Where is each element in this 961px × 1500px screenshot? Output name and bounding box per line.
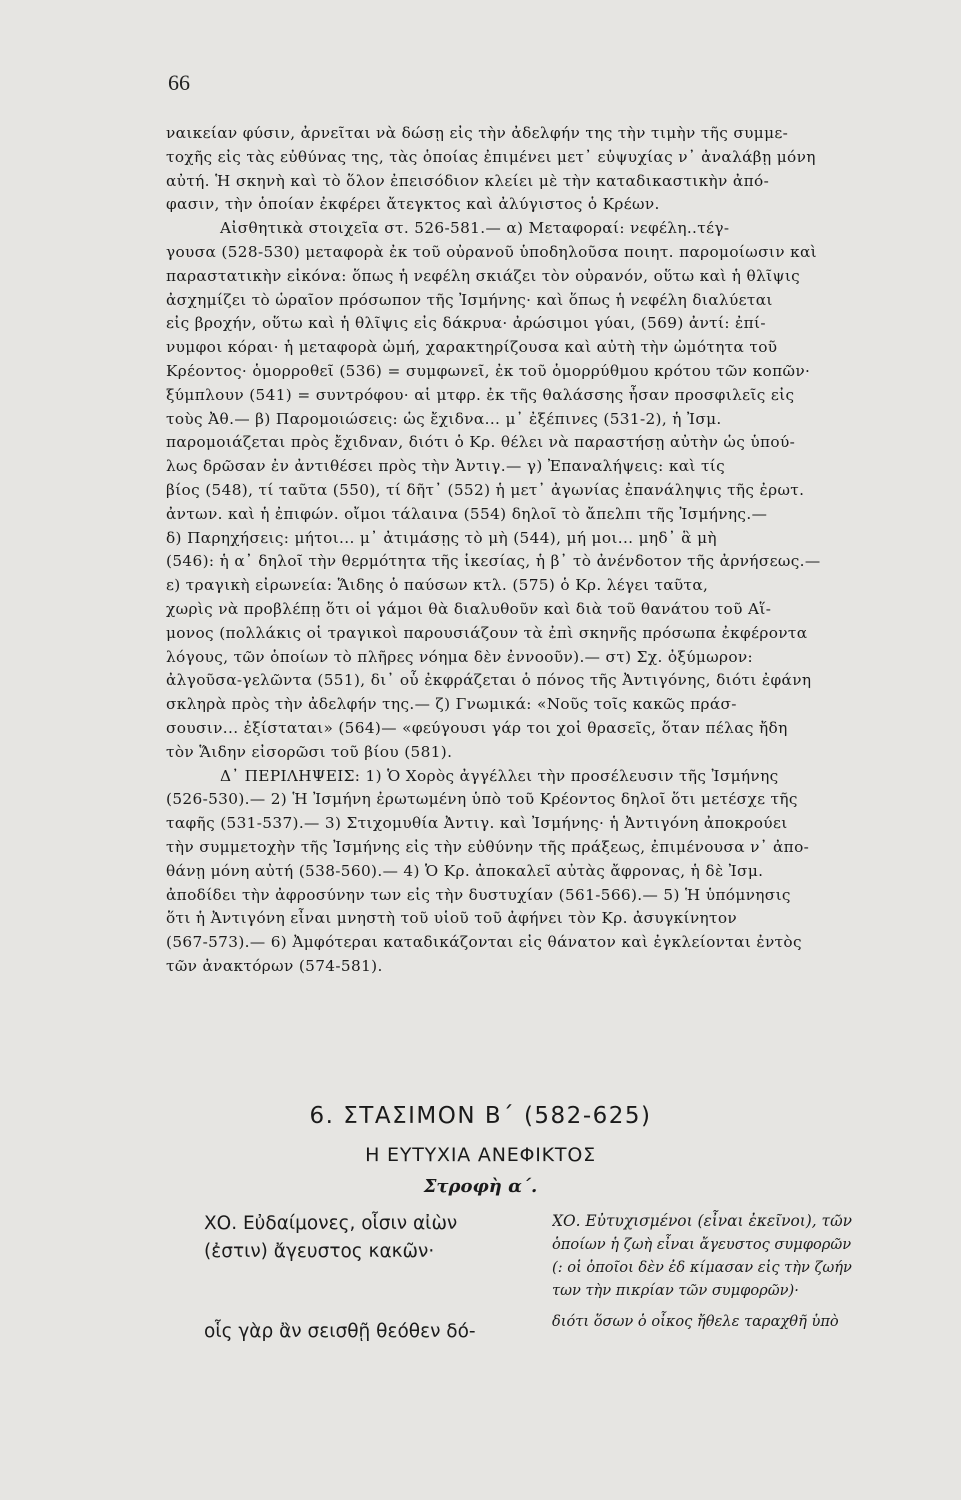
text-line: τὸν Ἅιδην εἰσορῶσι τοῦ βίου (581).	[166, 742, 453, 761]
text-line: (567-573).— 6) Ἀμφότεραι καταδικάζονται εἰς θάνατον καὶ ἐγκλείονται ἐντὸς	[166, 933, 802, 952]
text-line: παραστατικὴν εἰκόνα: ὅπως ἡ νεφέλη σκιάζει τὸν οὐρανόν, οὕτω καὶ ἡ θλῖψις	[166, 266, 801, 285]
verse-line: ΧΟ. Εὐδαίμονες, οἷσιν αἰὼν	[204, 1213, 458, 1234]
page-number: 66	[168, 70, 190, 95]
text-line: νυμφοι κόραι· ἡ μεταφορὰ ὠμή, χαρακτηρίζουσα καὶ αὐτὴ τὴν ὠμότητα τοῦ	[166, 338, 778, 357]
text-line: δ) Παρηχήσεις: μήτοι... μ᾽ ἀτιμάσῃς τὸ μὴ (544), μή μοι... μηδ᾽ ἃ μὴ	[166, 528, 717, 547]
section-title: 6. ΣΤΑΣΙΜΟΝ Β΄ (582-625)	[309, 1103, 652, 1129]
section-subtitle: Η ΕΥΤΥΧΙΑ ΑΝΕΦΙΚΤΟΣ	[365, 1144, 596, 1166]
text-line: βίος (548), τί ταῦτα (550), τί δῆτ᾽ (552) ἡ μετ᾽ ἀγωνίας ἐπανάληψις τῆς ἐρωτ.	[166, 480, 805, 499]
text-line: τῶν ἀνακτόρων (574-581).	[166, 956, 383, 975]
translation-column	[552, 1210, 932, 1333]
translation-line: ΧΟ. Εὐτυχισμένοι (εἶναι ἐκεῖνοι), τῶν	[552, 1212, 852, 1230]
strophe-heading: Στροφὴ α΄.	[423, 1176, 538, 1197]
translation-gap	[552, 1302, 932, 1310]
text-line: παρομοιάζεται πρὸς ἔχιδναν, διότι ὁ Κρ. θέλει νὰ παραστήσῃ αὐτὴν ὡς ὑπού-	[166, 433, 796, 452]
text-line: Κρέοντος· ὁμορροθεῖ (536) = συμφωνεῖ, ἐκ τοῦ ὁμορρύθμου κρότου τῶν κοπῶν·	[166, 361, 811, 380]
commentary-text	[166, 122, 914, 979]
text-line: ἀντων. καὶ ἡ ἐπιφών. οἴμοι τάλαινα (554) δηλοῖ τὸ ἄπελπι τῆς Ἰσμήνης.—	[166, 504, 768, 523]
text-line: λως δρῶσαν ἐν ἀντιθέσει πρὸς τὴν Ἀντιγ.— γ) Ἐπαναλήψεις: καὶ τίς	[166, 457, 726, 476]
text-line: ὅτι ἡ Ἀντιγόνη εἶναι μνηστὴ τοῦ υἱοῦ τοῦ ἀφήνει τὸν Κρ. ἀσυγκίνητον	[166, 909, 738, 928]
text-line: μονος (πολλάκις οἱ τραγικοὶ παρουσιάζουν τὰ ἐπὶ σκηνῆς πρόσωπα ἐκφέροντα	[166, 623, 808, 642]
text-line: φασιν, τὴν ὁποίαν ἐκφέρει ἄτεγκτος καὶ ἀλύγιστος ὁ Κρέων.	[166, 195, 660, 214]
text-line: σουσιν... ἐξίσταται» (564)— «φεύγουσι γάρ τοι χοἱ θρασεῖς, ὅταν πέλας ἤδη	[166, 718, 788, 737]
verse-line: οἷς γὰρ ἂν σεισθῇ θεόθεν δό-	[204, 1321, 476, 1342]
text-line: χωρὶς νὰ προβλέπῃ ὅτι οἱ γάμοι θὰ διαλυθοῦν καὶ διὰ τοῦ θανάτου τοῦ Αἵ-	[166, 599, 772, 618]
text-line: εἰς βροχήν, οὕτω καὶ ἡ θλῖψις εἰς δάκρυα· ἀρώσιμοι γύαι, (569) ἀντί: ἐπί-	[166, 314, 766, 333]
text-line: ξύμπλουν (541) = συντρόφου· αἱ μτφρ. ἐκ τῆς θαλάσσης ἦσαν προσφιλεῖς εἰς	[166, 385, 795, 404]
translation-line: (: οἱ ὁποῖοι δὲν ἐδ κίμασαν εἰς τὴν ζωήν	[552, 1259, 852, 1276]
text-line: γουσα (528-530) μεταφορὰ ἐκ τοῦ οὐρανοῦ ὑποδηλοῦσα ποιητ. παρομοίωσιν καὶ	[166, 242, 818, 261]
text-line: ἀλγοῦσα-γελῶντα (551), δι᾽ οὗ ἐκφράζεται ὁ πόνος τῆς Ἀντιγόνης, διότι ἐφάνη	[166, 671, 812, 690]
text-line: λόγους, τῶν ὁποίων τὸ πλῆρες νόημα δὲν ἐννοοῦν).— στ) Σχ. ὀξύμωρον:	[166, 647, 754, 666]
text-line: σκληρὰ πρὸς τὴν ἀδελφήν της.— ζ) Γνωμικά: «Νοῦς τοῖς κακῶς πράσ-	[166, 695, 737, 714]
translation-line: ὁποίων ἡ ζωὴ εἶναι ἄγευστος συμφορῶν	[552, 1236, 852, 1253]
translation-line: διότι ὅσων ὁ οἶκος ἤθελε ταραχθῆ ὑπὸ	[552, 1313, 839, 1330]
text-line: θάνῃ μόνη αὐτή (538-560).— 4) Ὁ Κρ. ἀποκαλεῖ αὐτὰς ἄφρονας, ἡ δὲ Ἰσμ.	[166, 861, 764, 880]
text-line: αὐτή. Ἡ σκηνὴ καὶ τὸ ὅλον ἐπεισόδιον κλείει μὲ τὴν καταδικαστικὴν ἀπό-	[166, 171, 770, 190]
text-line: (546): ἡ α᾽ δηλοῖ τὴν θερμότητα τῆς ἱκεσίας, ἡ β᾽ τὸ ἀνένδοτον τῆς ἀρνήσεως.—	[166, 552, 821, 571]
verse-gap	[204, 1266, 534, 1318]
text-line: τὴν συμμετοχὴν τῆς Ἰσμήνης εἰς τὴν εὐθύνην τῆς πράξεως, ἐπιμένουσα ν᾽ ἀπο-	[166, 837, 810, 856]
text-line: τοὺς Ἀθ.— β) Παρομοιώσεις: ὡς ἔχιδνα... μ᾽ ἐξέπινες (531-2), ἡ Ἰσμ.	[166, 409, 722, 428]
text-line: ἀσχημίζει τὸ ὡραῖον πρόσωπον τῆς Ἰσμήνης· καὶ ὅπως ἡ νεφέλη διαλύεται	[166, 290, 773, 309]
translation-line: των τὴν πικρίαν τῶν συμφορῶν)·	[552, 1282, 799, 1299]
aesthetic-elements-heading-line: Αἰσθητικὰ στοιχεῖα στ. 526-581.— α) Μεταφοραί: νεφέλη..τέγ-	[220, 219, 730, 238]
summaries-heading-line: Δ᾽ ΠΕΡΙΛΗΨΕΙΣ: 1) Ὁ Χορὸς ἀγγέλλει τὴν προσέλευσιν τῆς Ἰσμήνης	[220, 766, 779, 785]
text-line: ε) τραγικὴ εἰρωνεία: Ἅιδης ὁ παύσων κτλ. (575) ὁ Κρ. λέγει ταῦτα,	[166, 576, 709, 595]
text-line: ταφῆς (531-537).— 3) Στιχομυθία Ἀντιγ. καὶ Ἰσμήνης· ἡ Ἀντιγόνη ἀποκρούει	[166, 814, 788, 833]
text-line: ἀποδίδει τὴν ἀφροσύνην των εἰς τὴν δυστυχίαν (561-566).— 5) Ἡ ὑπόμνησις	[166, 885, 791, 904]
verse-line: (ἐστιν) ἄγευστος κακῶν·	[204, 1241, 435, 1262]
text-line: (526-530).— 2) Ἡ Ἰσμήνη ἐρωτωμένη ὑπὸ τοῦ Κρέοντος δηλοῖ ὅτι μετέσχε τῆς	[166, 790, 798, 809]
text-line: ναικείαν φύσιν, ἀρνεῖται νὰ δώσῃ εἰς τὴν ἀδελφήν της τὴν τιμὴν τῆς συμμε-	[166, 124, 789, 142]
text-line: τοχῆς εἰς τὰς εὐθύνας της, τὰς ὁποίας ἐπιμένει μετ᾽ εὐψυχίας ν᾽ ἀναλάβῃ μόνη	[166, 147, 816, 166]
ancient-greek-column	[204, 1210, 534, 1346]
